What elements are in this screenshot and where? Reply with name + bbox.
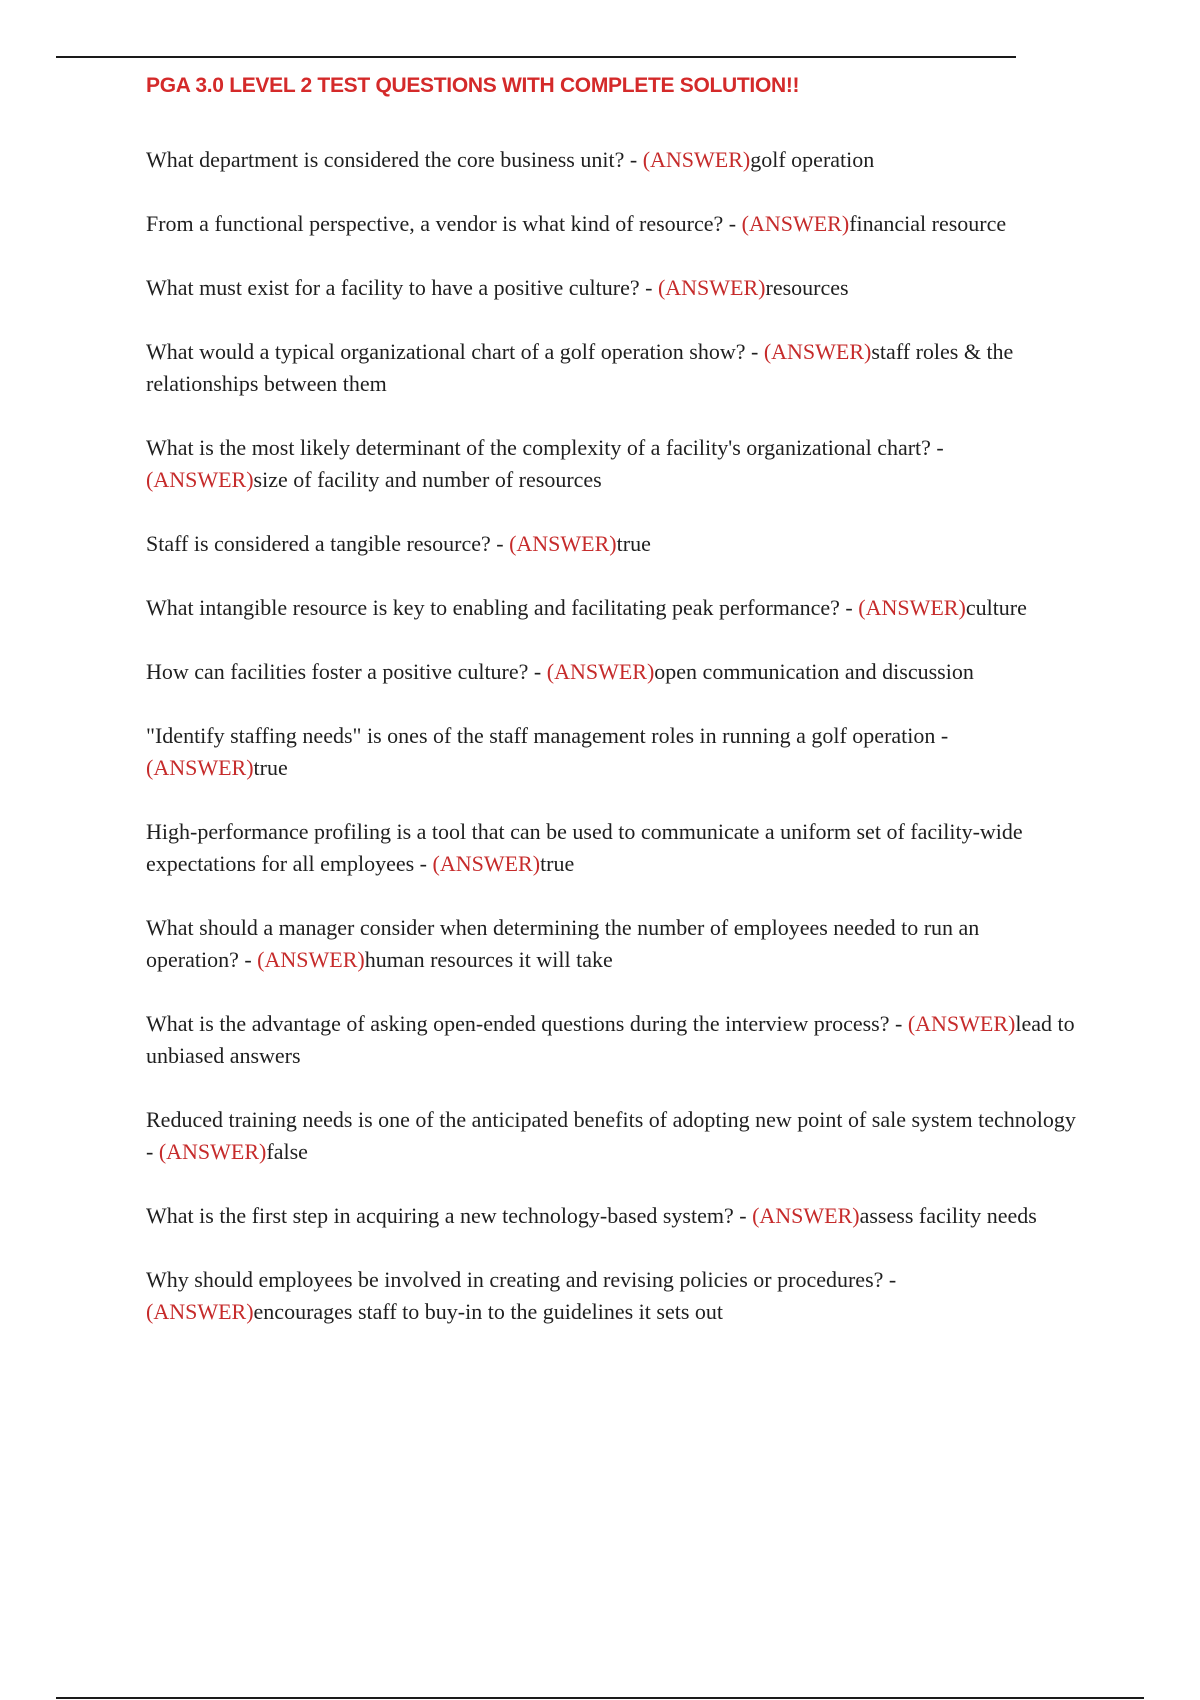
qa-item [146, 1200, 1076, 1232]
answer-text: human resources it will take [364, 947, 613, 972]
qa-item [146, 1104, 1076, 1168]
answer-tag: (ANSWER) [741, 211, 850, 236]
qa-item [146, 336, 1076, 400]
qa-item [146, 208, 1076, 240]
question-text: How can facilities foster a positive culture? - [146, 659, 547, 684]
question-answer-list [146, 144, 1076, 1360]
qa-item [146, 432, 1076, 496]
question-text: High-performance profiling is a tool that can be used to communicate a uniform set of facility-wide expectations for all employees - [146, 819, 1023, 876]
answer-text: true [253, 755, 288, 780]
answer-tag: (ANSWER) [642, 147, 751, 172]
qa-item [146, 656, 1076, 688]
answer-tag: (ANSWER) [509, 531, 617, 556]
question-text: What is the first step in acquiring a new technology-based system? - [146, 1203, 753, 1228]
question-text: What would a typical organizational chart of a golf operation show? - [146, 339, 764, 364]
qa-item [146, 144, 1076, 176]
question-text: "Identify staffing needs" is ones of the staff management roles in running a golf operation - [146, 723, 949, 748]
answer-tag: (ANSWER) [546, 659, 655, 684]
question-text: Reduced training needs is one of the anticipated benefits of adopting new point of sale system technology - [146, 1107, 1076, 1164]
answer-tag: (ANSWER) [752, 1203, 860, 1228]
question-text: What should a manager consider when determining the number of employees needed to run an operation? - [146, 915, 980, 972]
answer-tag: (ANSWER) [146, 1299, 254, 1324]
answer-text: culture [965, 595, 1027, 620]
qa-item [146, 592, 1076, 624]
answer-text: lead to unbiased answers [146, 1011, 1075, 1068]
answer-text: true [616, 531, 651, 556]
answer-tag: (ANSWER) [858, 595, 966, 620]
answer-text: staff roles & the relationships between them [146, 339, 1014, 396]
question-text: What must exist for a facility to have a positive culture? - [146, 275, 658, 300]
document-title: PGA 3.0 LEVEL 2 TEST QUESTIONS WITH COMPLETE SOLUTION!! [146, 74, 800, 97]
answer-text: golf operation [750, 147, 875, 172]
question-text: Staff is considered a tangible resource? - [146, 531, 510, 556]
answer-text: true [540, 851, 575, 876]
qa-item [146, 816, 1076, 880]
answer-tag: (ANSWER) [657, 275, 766, 300]
answer-text: resources [765, 275, 849, 300]
qa-item [146, 912, 1076, 976]
question-text: What intangible resource is key to enabling and facilitating peak performance? - [146, 595, 859, 620]
answer-tag: (ANSWER) [432, 851, 541, 876]
question-text: From a functional perspective, a vendor is what kind of resource? - [146, 211, 742, 236]
answer-text: open communication and discussion [654, 659, 974, 684]
answer-text: size of facility and number of resources [253, 467, 602, 492]
answer-tag: (ANSWER) [907, 1011, 1016, 1036]
answer-tag: (ANSWER) [763, 339, 872, 364]
qa-item [146, 528, 1076, 560]
answer-tag: (ANSWER) [257, 947, 365, 972]
qa-item [146, 1264, 1076, 1328]
qa-item [146, 272, 1076, 304]
answer-tag: (ANSWER) [146, 467, 254, 492]
question-text: What department is considered the core business unit? - [146, 147, 643, 172]
answer-tag: (ANSWER) [146, 755, 254, 780]
top-divider [56, 56, 1016, 58]
answer-text: assess facility needs [859, 1203, 1037, 1228]
qa-item [146, 720, 1076, 784]
question-text: What is the most likely determinant of the complexity of a facility's organizational chart? - [146, 435, 944, 460]
bottom-divider [56, 1697, 1144, 1699]
question-text: What is the advantage of asking open-ended questions during the interview process? - [146, 1011, 908, 1036]
answer-text: financial resource [849, 211, 1007, 236]
qa-item [146, 1008, 1076, 1072]
answer-text: encourages staff to buy-in to the guidelines it sets out [253, 1299, 723, 1324]
answer-text: false [266, 1139, 308, 1164]
question-text: Why should employees be involved in creating and revising policies or procedures? - [146, 1267, 897, 1292]
answer-tag: (ANSWER) [158, 1139, 267, 1164]
